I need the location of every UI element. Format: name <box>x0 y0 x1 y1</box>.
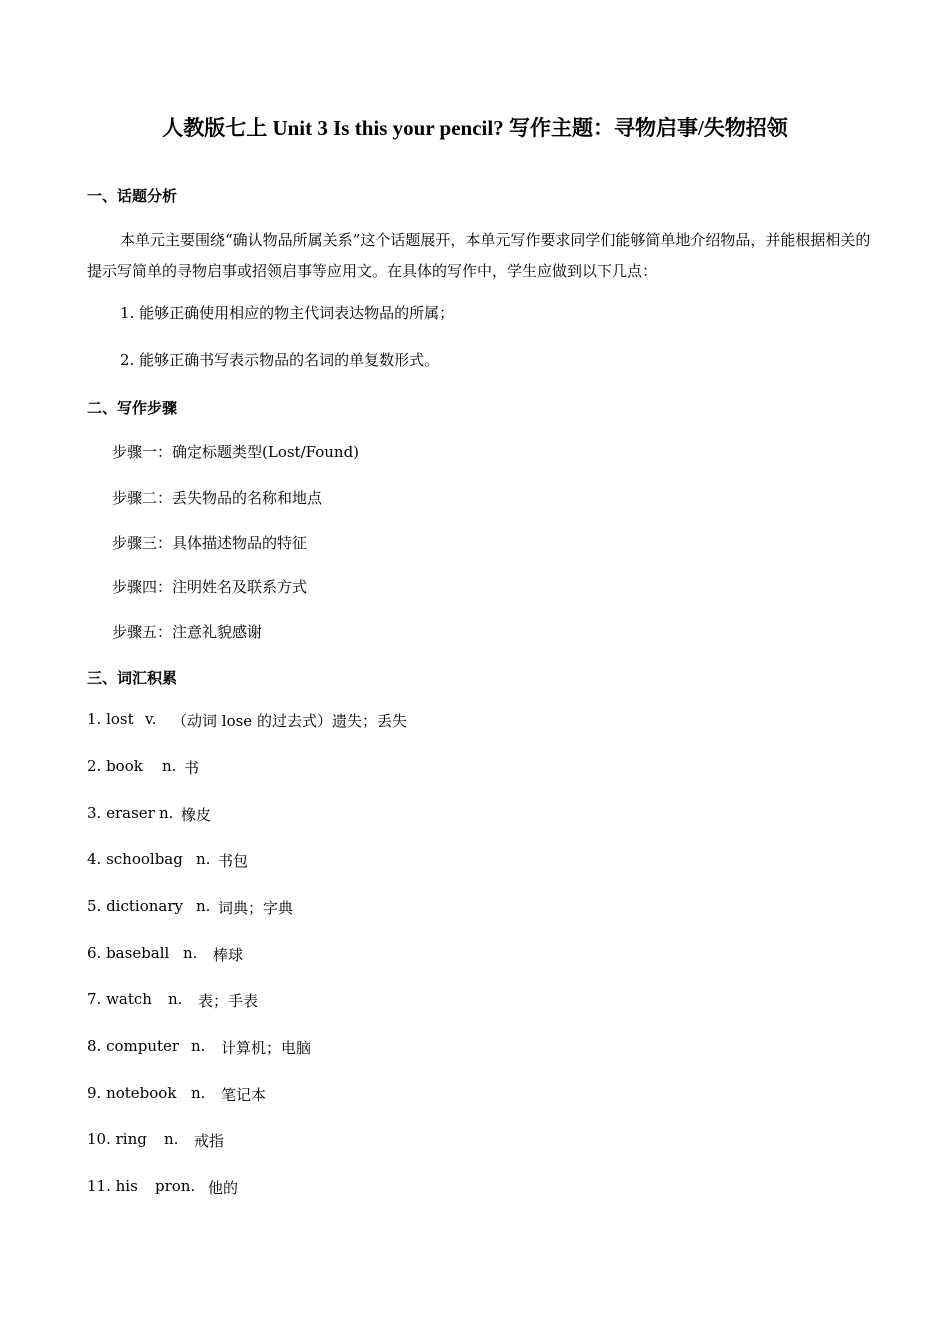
vocab-word: 7. watch <box>87 990 152 1008</box>
vocab-word: 1. lost <box>87 710 134 728</box>
vocab-meaning: 橡皮 <box>181 806 212 824</box>
vocab-meaning: 书包 <box>218 852 249 870</box>
step-item: 步骤二：丢失物品的名称和地点 <box>112 489 323 507</box>
vocab-part-of-speech: n. <box>162 757 177 775</box>
vocab-part-of-speech: n. <box>159 804 174 822</box>
vocab-part-of-speech: n. <box>164 1130 179 1148</box>
step-item: 步骤一：确定标题类型(Lost/Found) <box>112 443 360 461</box>
vocab-part-of-speech: v. <box>145 710 157 728</box>
step-item: 步骤五：注意礼貌感谢 <box>112 623 263 641</box>
vocab-meaning: 他的 <box>208 1179 239 1197</box>
vocab-meaning: 笔记本 <box>221 1086 267 1104</box>
vocab-word: 4. schoolbag <box>87 850 183 868</box>
vocab-meaning: 计算机；电脑 <box>221 1039 312 1057</box>
vocab-word: 8. computer <box>87 1037 180 1055</box>
vocab-part-of-speech: n. <box>183 944 198 962</box>
vocab-part-of-speech: n. <box>168 990 183 1008</box>
vocab-meaning: 戒指 <box>194 1132 225 1150</box>
vocab-meaning: 棒球 <box>213 946 244 964</box>
vocab-part-of-speech: n. <box>196 850 211 868</box>
vocab-meaning: （动词 lose 的过去式）遗失；丢失 <box>172 712 407 730</box>
vocab-word: 6. baseball <box>87 944 170 962</box>
vocab-word: 2. book <box>87 757 143 775</box>
page-title: 人教版七上 Unit 3 Is this your pencil? 写作主题：寻物启事/失物招领 <box>162 116 788 140</box>
vocab-part-of-speech: n. <box>191 1084 206 1102</box>
vocab-part-of-speech: n. <box>196 897 211 915</box>
vocab-word: 3. eraser <box>87 804 155 822</box>
vocab-meaning: 表；手表 <box>198 992 259 1010</box>
section-heading-vocabulary: 三、词汇积累 <box>87 669 178 687</box>
vocab-meaning: 词典；字典 <box>218 899 294 917</box>
vocab-meaning: 书 <box>184 759 200 777</box>
vocab-part-of-speech: n. <box>191 1037 206 1055</box>
section-heading-writing-steps: 二、写作步骤 <box>87 399 178 417</box>
topic-analysis-paragraph: 本单元主要围绕“确认物品所属关系”这个话题展开，本单元写作要求同学们能够简单地介绍物品，并能根据相关的提示写简单的寻物启事或招领启事等应用文。在具体的写作中，学生应做到以下几点： <box>87 231 871 280</box>
vocab-word: 5. dictionary <box>87 897 183 915</box>
vocab-part-of-speech: pron. <box>155 1177 196 1195</box>
section-heading-topic-analysis: 一、话题分析 <box>87 187 178 205</box>
vocab-word: 10. ring <box>87 1130 147 1148</box>
vocab-word: 9. notebook <box>87 1084 177 1102</box>
step-item: 步骤四：注明姓名及联系方式 <box>112 578 308 596</box>
vocab-word: 11. his <box>87 1177 138 1195</box>
point-item: 2. 能够正确书写表示物品的名词的单复数形式。 <box>120 351 440 369</box>
point-item: 1. 能够正确使用相应的物主代词表达物品的所属； <box>120 304 455 322</box>
step-item: 步骤三：具体描述物品的特征 <box>112 534 308 552</box>
